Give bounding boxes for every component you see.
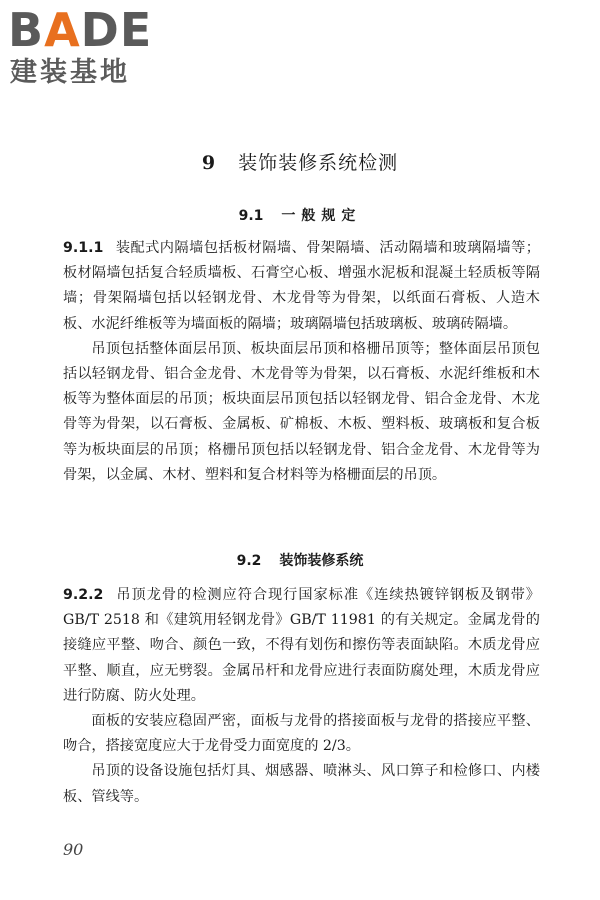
paragraph: 吊顶包括整体面层吊顶、板块面层吊顶和格栅吊顶等；整体面层吊顶包括以轻钢龙骨、铝合金龙骨、木龙骨等为骨架，以石膏板、水泥纤维板和木板等为整体面层的吊顶；板块面层吊顶包括以轻钢龙骨、铝合金龙骨、木龙骨等为骨架，以石膏板、金属板、矿棉板、木板、塑料板、玻璃板和复合板等为板块面层的吊顶；格栅吊顶包括以轻钢龙骨、铝合金龙骨、木龙骨等为骨架，以金属、木材、塑料和复合材料等为格栅面层的吊顶。 <box>63 340 540 483</box>
section-9-1-body <box>63 236 540 488</box>
chapter-title <box>0 150 600 176</box>
section-number: 9.2 <box>236 553 262 569</box>
section-title-9-2 <box>0 551 600 571</box>
logo-wordmark: BADE <box>8 3 153 57</box>
clause-number: 9.1.1 <box>63 240 104 256</box>
clause-number: 9.2.2 <box>63 587 104 603</box>
bade-logo <box>8 4 178 96</box>
clause-paragraph <box>63 236 540 337</box>
page-number: 90 <box>63 840 84 859</box>
section-9-2-body <box>63 583 540 810</box>
section-number: 9.1 <box>238 208 264 224</box>
section-title-9-1 <box>0 206 600 226</box>
section-title-text: 装饰装修系统 <box>279 553 364 569</box>
chapter-number: 9 <box>201 152 217 174</box>
section-title-text: 一般规定 <box>281 208 362 224</box>
clause-paragraph <box>63 583 540 709</box>
clause-text: 吊顶龙骨的检测应符合现行国家标准《连续热镀锌钢板及钢带》GB/T 2518 和《建筑用轻钢龙骨》GB/T 11981 的有关规定。金属龙骨的接缝应平整、吻合、颜色一致，不得有划伤和擦伤等表面缺陷。木质龙骨应平整、顺直，应无劈裂。金属吊杆和龙骨应进行表面防腐处理，木质龙骨应进行防腐、防火处理。 <box>63 587 540 704</box>
clause-text: 装配式内隔墙包括板材隔墙、骨架隔墙、活动隔墙和玻璃隔墙等；板材隔墙包括复合轻质墙板、石膏空心板、增强水泥板和混凝土轻质板等隔墙；骨架隔墙包括以轻钢龙骨、木龙骨等为骨架，以纸面石膏板、人造木板、水泥纤维板等为墙面板的隔墙；玻璃隔墙包括玻璃板、玻璃砖隔墙。 <box>63 240 540 332</box>
logo-subtitle: 建装基地 <box>10 57 130 88</box>
chapter-title-text: 装饰装修系统检测 <box>238 152 399 174</box>
paragraph: 面板的安装应稳固严密，面板与龙骨的搭接面板与龙骨的搭接应平整、吻合，搭接宽度应大于龙骨受力面宽度的 2/3。 <box>63 713 540 755</box>
paragraph: 吊顶的设备设施包括灯具、烟感器、喷淋头、风口箅子和检修口、内楼板、管线等。 <box>63 763 540 805</box>
